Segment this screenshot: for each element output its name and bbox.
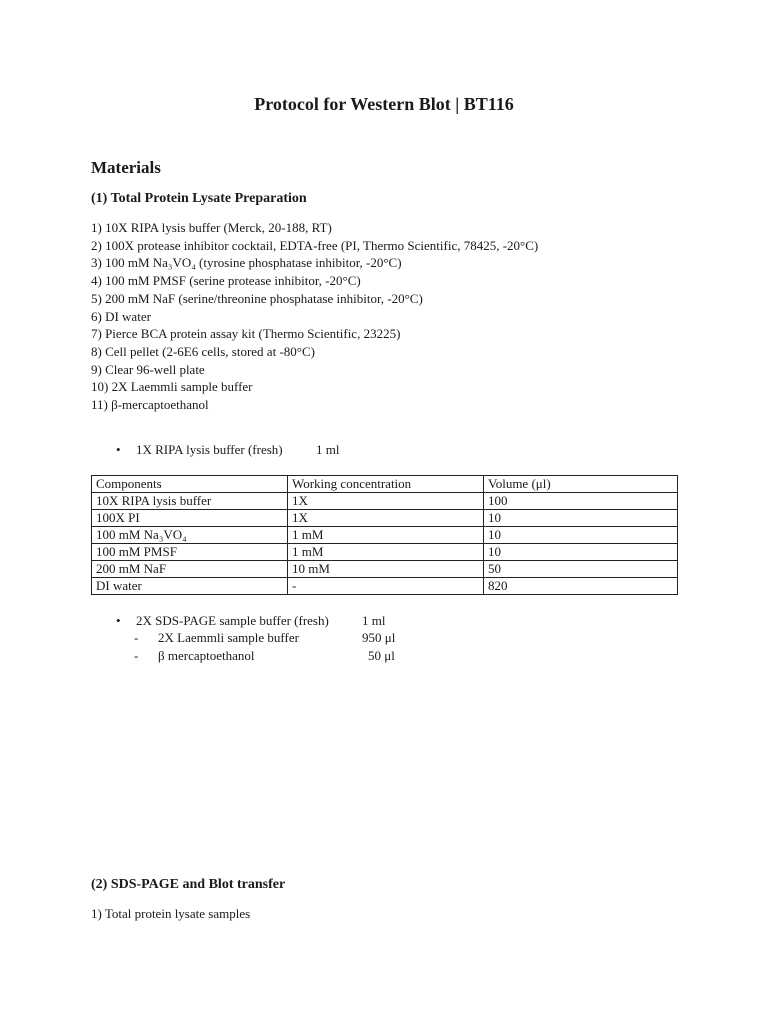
table-row [92, 527, 678, 544]
table-cell: 10 [484, 544, 678, 561]
list-item: 10) 2X Laemmli sample buffer [91, 379, 253, 395]
subitem-amount: 50 μl [368, 648, 395, 663]
sds-subitem-laemmli [134, 630, 396, 646]
table-cell: 100 mM PMSF [92, 544, 288, 561]
bullet-dot: • [116, 613, 121, 628]
table-cell: 10 [484, 510, 678, 527]
table-cell: 100 [484, 493, 678, 510]
sds-buffer-label: 2X SDS-PAGE sample buffer (fresh) [136, 613, 329, 628]
table-cell: 1 mM [288, 527, 484, 544]
table-cell: 200 mM NaF [92, 561, 288, 578]
table-cell: - [288, 578, 484, 595]
list-item: 3) 100 mM Na₃VO₄ (tyrosine phosphatase inhibitor, -20°C) [91, 255, 402, 271]
table-header: Components [92, 476, 288, 493]
dash-marker: - [134, 648, 139, 663]
list-item: 9) Clear 96-well plate [91, 361, 205, 377]
dash-marker: - [134, 630, 139, 645]
document-title: Protocol for Western Blot | BT116 [254, 94, 514, 114]
components-table [91, 475, 678, 595]
table-cell: 1X [288, 493, 484, 510]
table-cell: 1X [288, 510, 484, 527]
bullet-dot: • [116, 442, 121, 457]
subitem-amount: 950 μl [362, 630, 396, 645]
sds-page-first-item: 1) Total protein lysate samples [91, 906, 251, 921]
table-cell: 10 [484, 527, 678, 544]
list-item: 5) 200 mM NaF (serine/threonine phosphatase inhibitor, -20°C) [91, 290, 423, 306]
table-cell: 100 mM Na₃VO₄ [92, 527, 288, 544]
list-item: 1) 10X RIPA lysis buffer (Merck, 20-188, RT) [91, 220, 332, 235]
sds-buffer-bullet [116, 613, 386, 629]
table-cell: 10 mM [288, 561, 484, 578]
table-row [92, 510, 678, 527]
table-cell: 10X RIPA lysis buffer [92, 493, 288, 510]
subitem-name: β mercaptoethanol [158, 648, 255, 663]
table-header: Working concentration [288, 476, 484, 493]
table-cell: 820 [484, 578, 678, 595]
list-item: 6) DI water [91, 308, 151, 324]
table-header: Volume (μl) [484, 476, 678, 493]
lysate-preparation-heading: (1) Total Protein Lysate Preparation [91, 191, 307, 206]
materials-list [91, 219, 538, 414]
list-item: 7) Pierce BCA protein assay kit (Thermo Scientific, 23225) [91, 326, 401, 342]
table-row [92, 578, 678, 595]
table-row [92, 544, 678, 561]
ripa-buffer-bullet [116, 442, 340, 458]
table-header-row [92, 476, 678, 493]
table-row [92, 493, 678, 510]
ripa-buffer-label: 1X RIPA lysis buffer (fresh) [136, 442, 283, 457]
list-item: 2) 100X protease inhibitor cocktail, EDTA-free (PI, Thermo Scientific, 78425, -20°C) [91, 237, 539, 253]
sds-page-heading: (2) SDS-PAGE and Blot transfer [91, 877, 286, 892]
subitem-name: 2X Laemmli sample buffer [158, 630, 299, 645]
table-cell: 50 [484, 561, 678, 578]
sds-subitem-mercaptoethanol [134, 648, 395, 664]
list-item: 8) Cell pellet (2-6E6 cells, stored at -80°C) [91, 343, 315, 359]
table-cell: 1 mM [288, 544, 484, 561]
list-item: 4) 100 mM PMSF (serine protease inhibitor, -20°C) [91, 273, 361, 289]
table-row [92, 561, 678, 578]
materials-heading: Materials [91, 158, 161, 177]
table-cell: DI water [92, 578, 288, 595]
sds-buffer-qty: 1 ml [362, 613, 386, 628]
table-cell: 100X PI [92, 510, 288, 527]
ripa-buffer-qty: 1 ml [316, 442, 340, 457]
list-item: 11) β-mercaptoethanol [91, 397, 209, 413]
